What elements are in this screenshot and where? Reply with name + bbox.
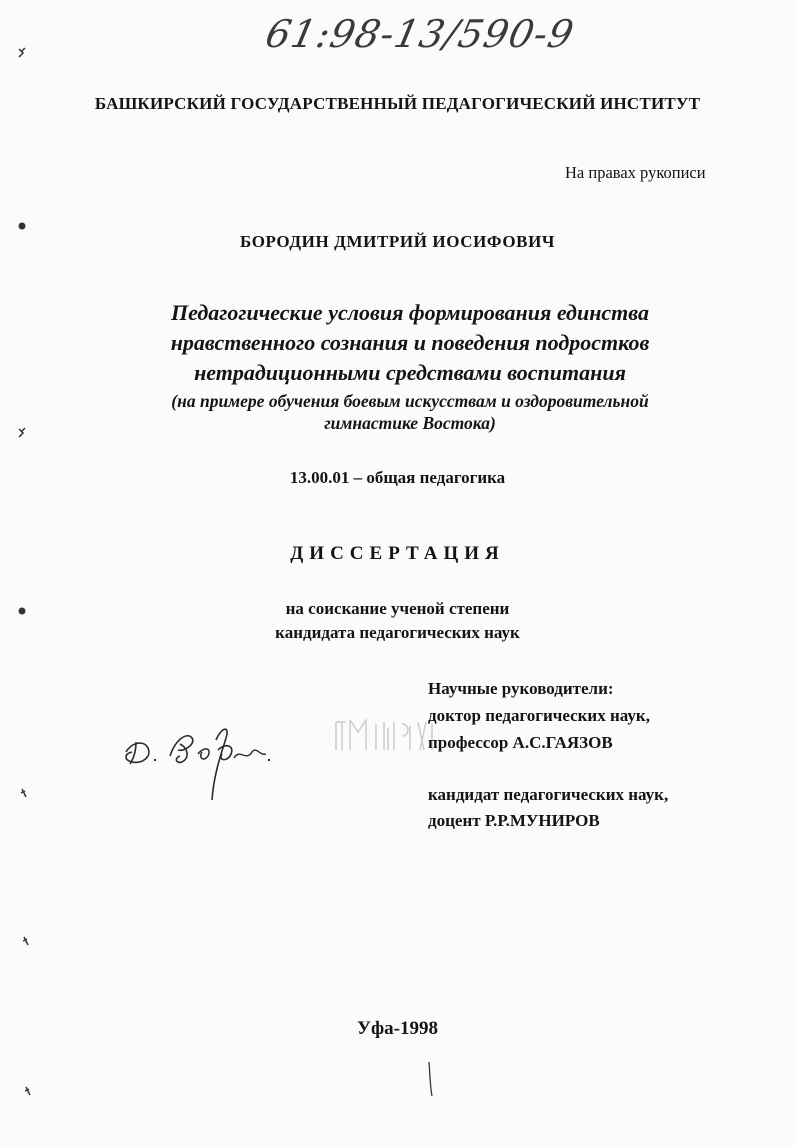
- punch-hole-icon: [17, 605, 27, 617]
- degree-line: кандидата педагогических наук: [275, 623, 520, 642]
- subtitle-line: (на примере обучения боевым искусствам и оздоровительной: [171, 391, 649, 411]
- document-type: ДИССЕРТАЦИЯ: [290, 543, 505, 564]
- punch-hole-icon: [17, 47, 27, 59]
- punch-hole-icon: [17, 427, 27, 439]
- punch-hole-icon: [21, 935, 31, 947]
- city-year: Уфа-1998: [357, 1018, 438, 1039]
- handwritten-catalog-code: 61:98-13/590-9: [261, 12, 579, 56]
- degree-statement: [0, 597, 795, 645]
- subtitle-line: гимнастике Востока): [324, 413, 496, 433]
- title-line: нравственного сознания и поведения подростков: [170, 330, 650, 355]
- pen-stroke-mark: [425, 1060, 435, 1098]
- supervisor-1-name: профессор А.С.ГАЯЗОВ: [428, 733, 613, 752]
- degree-line: на соискание ученой степени: [285, 599, 510, 618]
- supervisors-block: [428, 675, 650, 756]
- title-line: Педагогические условия формирования единства: [171, 300, 649, 325]
- supervisor-2-block: [428, 782, 668, 834]
- punch-hole-icon: [23, 1085, 33, 1097]
- institute-name: БАШКИРСКИЙ ГОСУДАРСТВЕННЫЙ ПЕДАГОГИЧЕСКИЙ ИНСТИТУТ: [94, 94, 701, 113]
- punch-hole-icon: [19, 787, 29, 799]
- manuscript-note: На правах рукописи: [565, 163, 706, 182]
- specialty-code: 13.00.01 – общая педагогика: [289, 468, 506, 487]
- dissertation-title: [80, 298, 740, 388]
- author-name: БОРОДИН ДМИТРИЙ ИОСИФОВИЧ: [239, 232, 555, 251]
- punch-hole-icon: [17, 220, 27, 232]
- signature-image: [118, 712, 293, 807]
- faint-stamp-image: [332, 710, 442, 760]
- supervisors-heading: Научные руководители:: [428, 679, 614, 698]
- supervisor-2-title: кандидат педагогических наук,: [428, 785, 669, 804]
- title-line: нетрадиционными средствами воспитания: [194, 360, 626, 385]
- dissertation-subtitle: [60, 390, 760, 434]
- supervisor-2-name: доцент Р.Р.МУНИРОВ: [428, 811, 600, 830]
- supervisor-1-title: доктор педагогических наук,: [428, 706, 650, 725]
